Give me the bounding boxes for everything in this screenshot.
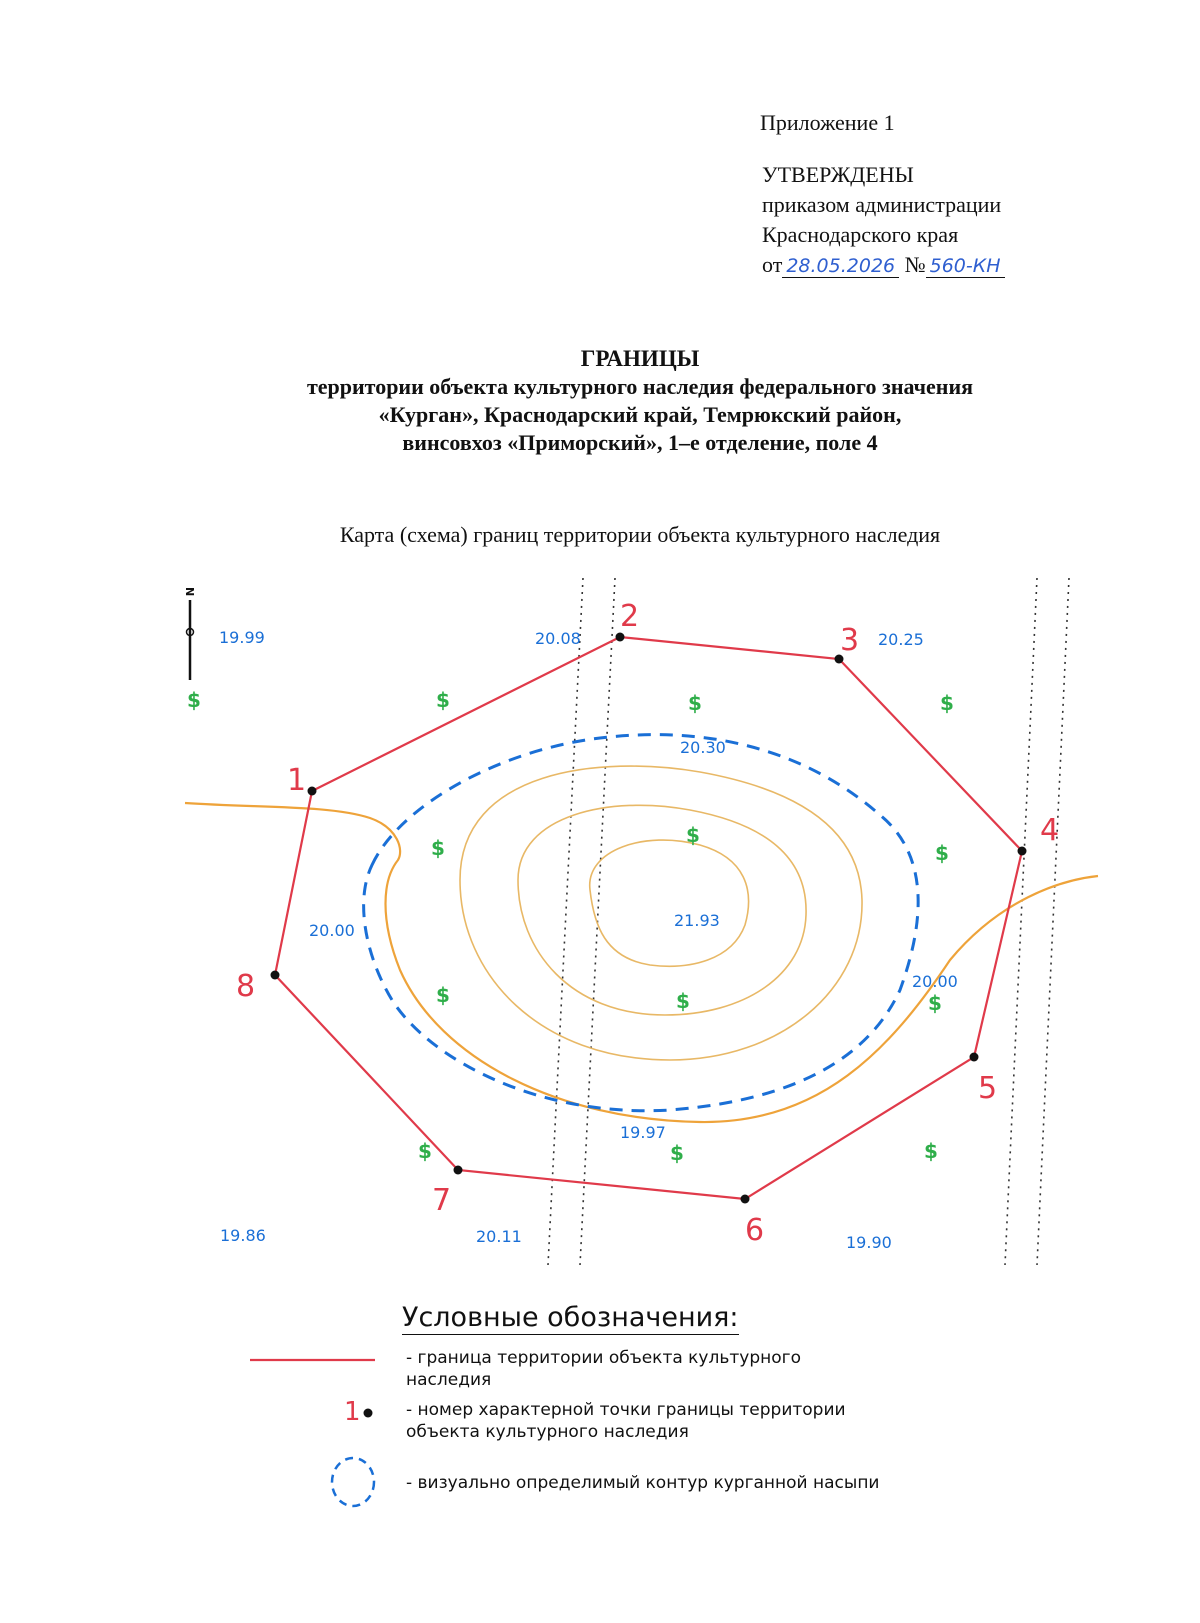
point-label-6: 6 — [745, 1213, 765, 1248]
approved-heading: УТВЕРЖДЕНЫ — [762, 162, 914, 187]
order-number: 560-КН — [926, 255, 1005, 278]
legend-title: Условные обозначения: — [402, 1302, 739, 1333]
road-line — [548, 578, 583, 1265]
map-subtitle: Карта (схема) границ территории объекта культурного наследия — [339, 522, 941, 547]
vegetation-icon: $ — [686, 823, 700, 847]
point-label-8: 8 — [236, 969, 256, 1004]
elevation-label: 19.99 — [219, 628, 265, 647]
elevation-label: 20.30 — [680, 738, 726, 757]
title-line-1: территории объекта культурного наследия федерального значения — [306, 374, 974, 399]
boundary-point-6 — [741, 1195, 750, 1204]
vegetation-icon: $ — [431, 836, 445, 860]
contour-line — [518, 805, 806, 1015]
vegetation-icon: $ — [436, 688, 450, 712]
elevation-label: 19.86 — [220, 1226, 266, 1245]
boundary-point-8 — [271, 971, 280, 980]
legend-boundary-line2: наследия — [406, 1370, 492, 1390]
contour-lines — [460, 766, 862, 1060]
boundary-point-7 — [454, 1166, 463, 1175]
elevation-label: 20.11 — [476, 1227, 522, 1246]
date-prefix: от — [762, 252, 783, 277]
contour-line — [460, 766, 862, 1060]
legend-point-dot — [364, 1409, 373, 1418]
legend-mound-text: - визуально определимый контур курганной насыпи — [406, 1473, 880, 1493]
vegetation-icon: $ — [935, 841, 949, 865]
vegetation-icon: $ — [436, 983, 450, 1007]
elevation-label: 20.08 — [535, 629, 581, 648]
legend-boundary-line1: - граница территории объекта культурного — [406, 1348, 801, 1368]
legend-point-line2: объекта культурного наследия — [406, 1422, 689, 1442]
contour-line — [590, 840, 749, 966]
appendix-label: Приложение 1 — [760, 110, 895, 135]
mound-contour — [364, 735, 919, 1111]
vegetation-icon: $ — [187, 688, 201, 712]
elevation-label: 21.93 — [674, 911, 720, 930]
legend-point-number: 1 — [344, 1397, 361, 1427]
boundary-point-1 — [308, 787, 317, 796]
vegetation-symbols — [187, 688, 954, 1165]
north-label: N — [183, 587, 196, 597]
order-line-2: Краснодарского края — [762, 222, 959, 247]
vegetation-icon: $ — [940, 691, 954, 715]
road-line — [1005, 578, 1037, 1265]
vegetation-icon: $ — [924, 1139, 938, 1163]
number-prefix: № — [904, 252, 926, 277]
point-label-7: 7 — [432, 1183, 452, 1218]
boundary-point-5 — [970, 1053, 979, 1062]
legend-boundary-text — [406, 1347, 801, 1391]
legend-mound-sample — [332, 1458, 374, 1506]
vegetation-icon: $ — [670, 1141, 684, 1165]
road-line — [1037, 578, 1069, 1265]
elevation-label: 20.25 — [878, 630, 924, 649]
point-label-5: 5 — [978, 1071, 998, 1106]
elevation-label: 20.00 — [912, 972, 958, 991]
point-label-1: 1 — [287, 763, 307, 798]
order-date: 28.05.2026 — [782, 255, 899, 278]
point-label-3: 3 — [840, 623, 860, 658]
north-arrow-icon — [183, 587, 196, 680]
title-line-2: «Курган», Краснодарский край, Темрюкский район, — [378, 402, 902, 427]
boundary-point-4 — [1018, 847, 1027, 856]
point-label-4: 4 — [1040, 813, 1060, 848]
vegetation-icon: $ — [928, 991, 942, 1015]
title-main: ГРАНИЦЫ — [580, 346, 700, 371]
vegetation-icon: $ — [418, 1139, 432, 1163]
point-label-2: 2 — [620, 599, 640, 634]
vegetation-icon: $ — [676, 989, 690, 1013]
elevation-label: 19.97 — [620, 1123, 666, 1142]
order-line-1: приказом администрации — [762, 192, 1002, 217]
vegetation-icon: $ — [688, 691, 702, 715]
legend-point-line1: - номер характерной точки границы территории — [406, 1400, 846, 1420]
elevation-label: 20.00 — [309, 921, 355, 940]
elevation-label: 19.90 — [846, 1233, 892, 1252]
legend-point-text — [406, 1399, 846, 1443]
title-line-3: винсовхоз «Приморский», 1–е отделение, поле 4 — [402, 430, 878, 455]
